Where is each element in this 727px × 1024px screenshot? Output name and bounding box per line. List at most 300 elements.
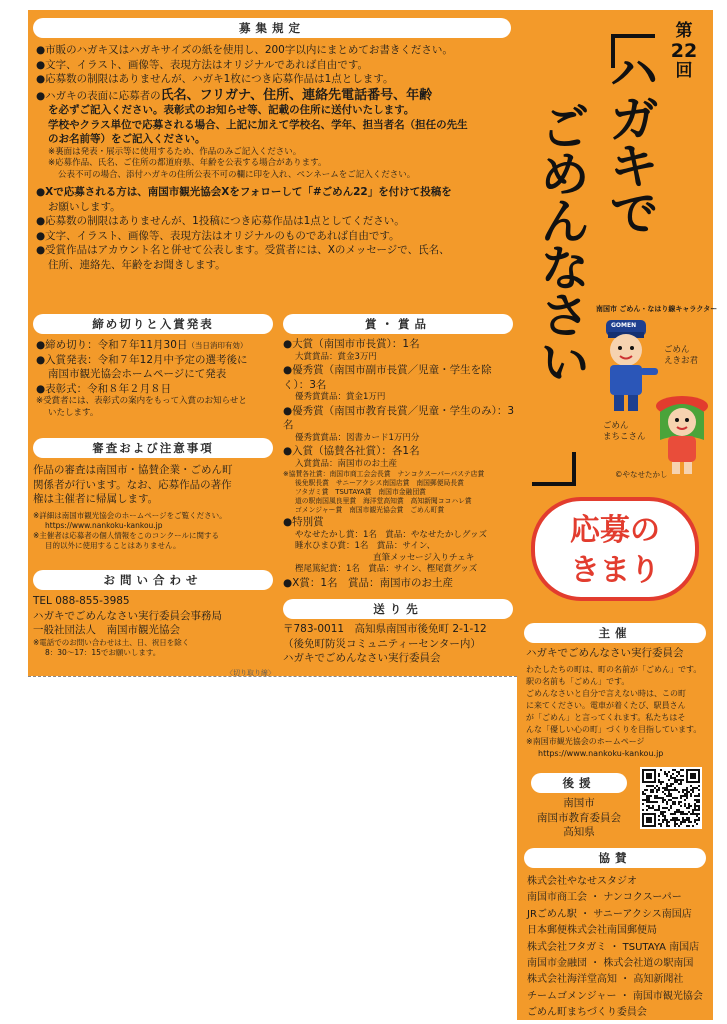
chara2-name-2: まちこさん bbox=[603, 432, 646, 442]
shusai-desc-1: わたしたちの町は、町の名前が「ごめん」です。 bbox=[526, 664, 702, 674]
qr-module bbox=[658, 775, 660, 777]
sho-line: ●大賞（南国市市長賞）：1名 bbox=[283, 338, 420, 350]
shinsa-2: 関係者が行います。なお、応募作品の著作 bbox=[33, 478, 232, 491]
qr-module bbox=[676, 771, 678, 773]
qr-module bbox=[642, 799, 644, 801]
qr-module bbox=[696, 819, 698, 821]
boshu-school-2: のお名前等）をご記入ください。 bbox=[48, 133, 206, 145]
qr-module bbox=[676, 817, 678, 819]
okurisaki-heading: 送り先 bbox=[283, 599, 513, 619]
qr-module bbox=[674, 769, 676, 771]
qr-module bbox=[662, 797, 664, 799]
qr-module bbox=[692, 811, 694, 813]
cut-line-label: 〈切り取り線〉 bbox=[226, 669, 275, 677]
shinsa-url: https://www.nankoku-kankou.jp bbox=[45, 520, 163, 530]
sho-line: 樫尾篤紀賞：1名 賞品：サイン、樫尾賞グッズ bbox=[295, 564, 478, 574]
qr-module bbox=[688, 811, 690, 813]
shusai-desc-4: に来てください。電車が着くたび、駅員さん bbox=[526, 700, 686, 710]
qr-module bbox=[660, 783, 662, 785]
qr-module bbox=[684, 793, 686, 795]
shinsa-body bbox=[33, 463, 275, 551]
qr-module bbox=[648, 785, 650, 787]
qr-module bbox=[678, 803, 680, 805]
qr-module bbox=[674, 779, 676, 781]
qr-module bbox=[670, 783, 672, 785]
qr-module bbox=[674, 787, 676, 789]
qr-module bbox=[658, 815, 660, 817]
qr-module bbox=[648, 807, 650, 809]
qr-module bbox=[674, 821, 676, 823]
rules-title-2: きまり bbox=[570, 553, 660, 588]
qr-module bbox=[672, 783, 674, 785]
qr-module bbox=[646, 773, 652, 779]
qr-module bbox=[642, 791, 644, 793]
qr-module bbox=[664, 811, 666, 813]
qr-module bbox=[662, 811, 664, 813]
toiawase-org-1: ハガキでごめんなさい実行委員会事務局 bbox=[33, 609, 222, 622]
qr-module bbox=[664, 799, 666, 801]
qr-module bbox=[666, 819, 668, 821]
title-char: で bbox=[609, 186, 658, 242]
toiawase-tel: TEL 088-855-3985 bbox=[33, 595, 130, 607]
qr-module bbox=[680, 821, 682, 823]
qr-module bbox=[658, 809, 660, 811]
qr-module bbox=[662, 807, 664, 809]
shusai-body bbox=[526, 646, 710, 760]
qr-module bbox=[664, 771, 666, 773]
qr-module bbox=[670, 807, 672, 809]
qr-module bbox=[666, 821, 668, 823]
qr-module bbox=[664, 789, 666, 791]
qr-module bbox=[682, 789, 684, 791]
qr-module bbox=[692, 789, 694, 791]
qr-module bbox=[674, 817, 676, 819]
qr-module bbox=[688, 803, 690, 805]
qr-module bbox=[682, 791, 684, 793]
boshu-x-2: お願いします。 bbox=[48, 200, 121, 213]
cap-badge: GOMEN bbox=[611, 322, 637, 329]
boshu-item-4-emph: 氏名、フリガナ、住所、連絡先電話番号、年齢 bbox=[160, 87, 433, 103]
qr-module bbox=[684, 795, 686, 797]
qr-module bbox=[658, 779, 660, 781]
qr-module bbox=[660, 813, 662, 815]
qr-module bbox=[662, 801, 664, 803]
koen-body bbox=[524, 796, 634, 840]
qr-module bbox=[654, 809, 656, 811]
qr-module bbox=[694, 799, 696, 801]
boshu-x-6: 住所、連絡先、年齢をお聞きします。 bbox=[48, 258, 226, 271]
qr-module bbox=[682, 779, 684, 781]
qr-module bbox=[682, 795, 684, 797]
qr-module bbox=[658, 787, 660, 789]
qr-module bbox=[680, 801, 682, 803]
okurisaki-address: 〒783-0011 高知県南国市後免町 2-1-12 bbox=[283, 623, 487, 635]
sho-line: ●入賞（協賛各社賞）：各1名 bbox=[283, 445, 420, 457]
qr-module bbox=[690, 789, 692, 791]
qr-module bbox=[680, 823, 682, 825]
qr-module bbox=[642, 809, 644, 811]
qr-module bbox=[680, 769, 682, 771]
sho-line: ※協賛各社賞：南国市商工会会長賞 ナンコクスーパーパステ店賞 bbox=[283, 470, 485, 478]
qr-module bbox=[656, 791, 658, 793]
qr-module bbox=[694, 795, 696, 797]
kyosan-heading: 協賛 bbox=[524, 848, 706, 868]
boshu-note-2: ※応募作品、氏名、ご住所の都道府県、年齢を公表する場合があります。 bbox=[48, 158, 327, 168]
qr-module bbox=[686, 795, 688, 797]
qr-module bbox=[694, 809, 696, 811]
qr-module bbox=[682, 813, 684, 815]
qr-module bbox=[668, 789, 670, 791]
issue-dai: 第 bbox=[675, 21, 693, 41]
boshu-heading: 募集規定 bbox=[33, 18, 511, 38]
sho-line: ゴメンジャー賞 南国市観光協会賞 ごめん町賞 bbox=[295, 506, 445, 514]
qr-module bbox=[674, 797, 676, 799]
qr-module bbox=[694, 821, 696, 823]
qr-module bbox=[678, 819, 680, 821]
qr-module bbox=[698, 807, 700, 809]
qr-module bbox=[678, 801, 680, 803]
qr-module bbox=[646, 785, 648, 787]
qr-module bbox=[670, 785, 672, 787]
qr-module bbox=[680, 795, 682, 797]
ceremony: ●表彰式：令和８年２月８日 bbox=[36, 382, 172, 395]
qr-module bbox=[686, 797, 688, 799]
title-char: い bbox=[540, 335, 589, 391]
qr-module bbox=[666, 823, 668, 825]
qr-module bbox=[692, 787, 694, 789]
qr-module bbox=[690, 795, 692, 797]
qr-module bbox=[696, 787, 698, 789]
qr-module bbox=[662, 821, 664, 823]
sho-line: 優秀賞賞品：図書カード1万円分 bbox=[295, 432, 420, 443]
qr-module bbox=[646, 817, 652, 823]
qr-module bbox=[666, 825, 668, 827]
qr-module bbox=[698, 805, 700, 807]
qr-module bbox=[672, 813, 674, 815]
qr-module bbox=[652, 785, 654, 787]
qr-module bbox=[680, 813, 682, 815]
qr-module bbox=[646, 809, 648, 811]
qr-module bbox=[652, 791, 654, 793]
qr-module bbox=[686, 817, 688, 819]
qr-module bbox=[688, 825, 690, 827]
qr-module bbox=[692, 813, 694, 815]
qr-module bbox=[660, 769, 662, 771]
qr-module bbox=[678, 811, 680, 813]
qr-module bbox=[668, 793, 670, 795]
shinsa-heading: 審査および注意事項 bbox=[33, 438, 273, 458]
qr-module bbox=[676, 789, 678, 791]
qr-module bbox=[658, 773, 660, 775]
qr-module bbox=[672, 789, 674, 791]
qr-module bbox=[658, 807, 660, 809]
qr-module bbox=[666, 807, 668, 809]
announce-2: 南国市観光協会ホームページにて発表 bbox=[48, 368, 227, 380]
qr-module bbox=[666, 785, 668, 787]
qr-module bbox=[682, 821, 684, 823]
sho-line: 優秀賞賞品：賞金1万円 bbox=[295, 392, 386, 402]
qr-module bbox=[656, 785, 658, 787]
qr-module bbox=[694, 807, 696, 809]
qr-module bbox=[674, 823, 676, 825]
qr-module bbox=[694, 819, 696, 821]
koen-heading: 後援 bbox=[531, 773, 627, 793]
qr-module bbox=[684, 805, 686, 807]
qr-module bbox=[654, 795, 656, 797]
machiko-san-illustration bbox=[650, 392, 714, 478]
qr-module bbox=[664, 793, 666, 795]
qr-module bbox=[676, 823, 678, 825]
shusai-desc-5: が「ごめん」と言ってくれます。私たちはそ bbox=[526, 712, 686, 722]
qr-module bbox=[698, 809, 700, 811]
qr-module bbox=[674, 813, 676, 815]
qr-module bbox=[676, 781, 678, 783]
qr-module bbox=[672, 803, 674, 805]
sponsor-item: チームゴメンジャー ・ 南国市観光協会 bbox=[527, 990, 703, 1002]
qr-module bbox=[688, 821, 690, 823]
qr-module bbox=[664, 773, 666, 775]
qr-module bbox=[678, 791, 680, 793]
qr-module bbox=[696, 799, 698, 801]
boshu-item-3: ●応募数の制限はありませんが、ハガキ1枚につき応募作品は1点とします。 bbox=[36, 73, 394, 85]
qr-module bbox=[686, 819, 688, 821]
qr-module bbox=[670, 795, 672, 797]
qr-module bbox=[668, 791, 670, 793]
qr-module bbox=[696, 795, 698, 797]
chara1-name-2: えきお君 bbox=[664, 356, 699, 366]
qr-module bbox=[650, 795, 652, 797]
qr-module bbox=[682, 775, 684, 777]
qr-module bbox=[698, 785, 700, 787]
boshu-item-4-pre: ●ハガキの表面に応募者の bbox=[36, 89, 161, 102]
qr-module bbox=[698, 801, 700, 803]
qr-module bbox=[680, 805, 682, 807]
qr-module bbox=[648, 797, 650, 799]
toiawase-note-1: ※電話でのお問い合わせは土、日、祝日を除く bbox=[33, 637, 190, 647]
qr-module bbox=[660, 825, 662, 827]
okurisaki-body bbox=[283, 622, 515, 666]
qr-module bbox=[698, 819, 700, 821]
qr-module bbox=[674, 777, 676, 779]
qr-module bbox=[672, 801, 674, 803]
qr-module bbox=[680, 779, 682, 781]
qr-module bbox=[684, 819, 686, 821]
title-char: キ bbox=[609, 139, 658, 195]
qr-module bbox=[692, 791, 694, 793]
sho-heading: 賞・賞品 bbox=[283, 314, 513, 334]
qr-module bbox=[668, 799, 670, 801]
qr-module bbox=[672, 769, 674, 771]
qr-module bbox=[696, 815, 698, 817]
qr-module bbox=[684, 813, 686, 815]
qr-module bbox=[650, 801, 652, 803]
qr-module bbox=[678, 773, 680, 775]
chara1-name bbox=[664, 345, 698, 367]
sho-line: ●特別賞 bbox=[283, 516, 324, 528]
sho-line: フタガミ賞 TSUTAYA賞 南国市金融団賞 bbox=[295, 488, 426, 496]
title-column-1 bbox=[604, 45, 664, 242]
toiawase-note-2: 8：30〜17：15でお願いします。 bbox=[45, 647, 161, 657]
deadline-note: （当日消印有効） bbox=[187, 341, 248, 350]
qr-module bbox=[642, 793, 644, 795]
issue-number bbox=[662, 22, 706, 81]
qr-module bbox=[674, 811, 676, 813]
qr-module bbox=[680, 781, 682, 783]
qr-module bbox=[666, 803, 668, 805]
qr-module bbox=[646, 797, 648, 799]
shimekiri-heading: 締め切りと入賞発表 bbox=[33, 314, 273, 334]
toiawase-org-2: 一般社団法人 南国市観光協会 bbox=[33, 624, 180, 636]
sponsor-item: 株式会社やなせスタジオ bbox=[527, 876, 637, 887]
qr-module bbox=[662, 781, 664, 783]
qr-module bbox=[668, 779, 670, 781]
title-char: ん bbox=[540, 194, 589, 250]
shimekiri-note-1: ※受賞者には、表彰式の案内をもって入賞のお知らせと bbox=[36, 396, 247, 406]
boshu-x-1: ●Xで応募される方は、南国市観光協会Xをフォローして「#ごめん22」を付けて投稿を bbox=[36, 186, 452, 198]
qr-module bbox=[648, 799, 650, 801]
title-char: め bbox=[540, 147, 589, 203]
shimekiri-body bbox=[36, 338, 276, 419]
qr-module bbox=[694, 787, 696, 789]
qr-module bbox=[656, 801, 658, 803]
qr-module bbox=[698, 793, 700, 795]
qr-module bbox=[674, 803, 676, 805]
qr-module bbox=[686, 813, 688, 815]
qr-module bbox=[674, 789, 676, 791]
sponsor-item: 日本郵便株式会社南国郵便局 bbox=[527, 925, 657, 937]
sho-line: 大賞賞品：賞金3万円 bbox=[295, 351, 377, 362]
qr-module bbox=[676, 819, 678, 821]
koen-item-2: 南国市教育委員会 bbox=[537, 811, 621, 824]
boshu-item-2: ●文字、イラスト、画像等、表現方法はオリジナルであれば自由です。 bbox=[36, 58, 369, 71]
sho-line: ●優秀賞（南国市副市長賞／児童・学生を除く）：3名 bbox=[283, 364, 492, 391]
sponsor-item: 株式会社海洋堂高知 ・ 高知新聞社 bbox=[527, 974, 684, 986]
qr-module bbox=[672, 817, 674, 819]
title-char: ご bbox=[540, 100, 589, 156]
qr-module bbox=[670, 813, 672, 815]
qr-module bbox=[658, 797, 660, 799]
boshu-body bbox=[36, 43, 514, 272]
qr-module bbox=[678, 825, 680, 827]
qr-module bbox=[690, 805, 692, 807]
qr-module bbox=[674, 781, 676, 783]
qr-module bbox=[688, 805, 690, 807]
sponsor-item: 南国市商工会 ・ ナンコクスーパー bbox=[527, 892, 682, 904]
qr-module bbox=[690, 813, 692, 815]
qr-module bbox=[674, 825, 676, 827]
qr-module bbox=[678, 783, 680, 785]
qr-module bbox=[662, 791, 664, 793]
boshu-x-3: ●応募数の制限はありませんが、1投稿につき応募作品は1点としてください。 bbox=[36, 215, 405, 227]
boshu-note-3: 公表不可の場合、添付ハガキの住所公表不可の欄に印を入れ、ペンネームをご記入ください。 bbox=[58, 169, 416, 180]
qr-module bbox=[676, 797, 678, 799]
qr-module bbox=[666, 789, 668, 791]
shimekiri-note-2: いたします。 bbox=[48, 407, 99, 418]
qr-module bbox=[680, 811, 682, 813]
shusai-desc-2: 駅の名前も「ごめん」です。 bbox=[526, 676, 630, 686]
qr-module bbox=[656, 809, 658, 811]
chara2-name-1: ごめん bbox=[603, 421, 629, 431]
qr-module bbox=[656, 797, 658, 799]
title-char: ガ bbox=[609, 92, 658, 148]
qr-module bbox=[680, 783, 682, 785]
qr-module bbox=[680, 775, 682, 777]
qr-module bbox=[650, 785, 652, 787]
qr-module bbox=[686, 787, 688, 789]
qr-module bbox=[670, 819, 672, 821]
shinsa-3: 権は主催者に帰属します。 bbox=[33, 493, 159, 505]
qr-module bbox=[650, 791, 652, 793]
okurisaki-name: ハガキでごめんなさい実行委員会 bbox=[283, 652, 441, 664]
qr-module bbox=[670, 789, 672, 791]
shusai-heading: 主催 bbox=[524, 623, 706, 643]
qr-module bbox=[664, 819, 666, 821]
qr-module bbox=[674, 819, 676, 821]
shusai-url: https://www.nankoku-kankou.jp bbox=[538, 748, 664, 758]
qr-module bbox=[680, 797, 682, 799]
boshu-school-1: 学校やクラス単位で応募される場合、上記に加えて学校名、学年、担当者名（担任の先生 bbox=[48, 118, 468, 131]
qr-module bbox=[660, 797, 662, 799]
qr-module bbox=[698, 799, 700, 801]
qr-module bbox=[662, 815, 664, 817]
qr-module bbox=[670, 805, 672, 807]
qr-module bbox=[696, 813, 698, 815]
qr-code[interactable] bbox=[640, 767, 702, 829]
boshu-x-5: ●受賞作品はアカウント名と併せて公表します。受賞者には、Xのメッセージで、氏名、 bbox=[36, 244, 450, 256]
qr-module bbox=[690, 785, 692, 787]
qr-module bbox=[678, 809, 680, 811]
sho-line: やなせたかし賞：1名 賞品：やなせたかしグッズ bbox=[295, 529, 487, 540]
qr-module bbox=[686, 789, 688, 791]
toiawase-body bbox=[33, 594, 275, 658]
deadline: ●締め切り：令和７年11月30日 bbox=[36, 339, 188, 351]
qr-module bbox=[652, 805, 654, 807]
koen-item-1: 南国市 bbox=[563, 797, 595, 809]
qr-module bbox=[654, 787, 656, 789]
chara1-name-1: ごめん bbox=[664, 345, 690, 355]
qr-module bbox=[686, 793, 688, 795]
sho-line: ●優秀賞（南国市教育長賞／児童・学生のみ）：3名 bbox=[283, 404, 515, 431]
qr-module bbox=[682, 811, 684, 813]
boshu-item-1: ●市販のハガキ又はハガキサイズの紙を使用し、200字以内にまとめてお書きください。 bbox=[36, 44, 453, 56]
qr-module bbox=[690, 793, 692, 795]
qr-module bbox=[664, 817, 666, 819]
qr-module bbox=[686, 825, 688, 827]
qr-module bbox=[670, 799, 672, 801]
qr-module bbox=[698, 817, 700, 819]
shinsa-note-3: ※主催者は応募者の個人情報をこのコンクールに関する bbox=[33, 530, 219, 540]
rules-badge bbox=[531, 497, 699, 601]
qr-module bbox=[642, 803, 644, 805]
sponsor-item: 株式会社フタガミ ・ TSUTAYA 南国店 bbox=[527, 941, 700, 953]
qr-module bbox=[676, 775, 678, 777]
qr-module bbox=[648, 795, 650, 797]
toiawase-heading: お問い合わせ bbox=[33, 570, 273, 590]
qr-module bbox=[676, 779, 678, 781]
title-char: さ bbox=[540, 288, 589, 344]
qr-module bbox=[694, 805, 696, 807]
shinsa-note-1: ※詳細は南国市観光協会のホームページをご覧ください。 bbox=[33, 510, 227, 520]
qr-module bbox=[652, 807, 654, 809]
qr-module bbox=[698, 789, 700, 791]
qr-module bbox=[672, 797, 674, 799]
qr-module bbox=[646, 799, 648, 801]
qr-module bbox=[664, 787, 666, 789]
shinsa-1: 作品の審査は南国市・協賛企業・ごめん町 bbox=[33, 464, 233, 476]
qr-module bbox=[666, 795, 668, 797]
qr-module bbox=[684, 821, 686, 823]
qr-module bbox=[648, 805, 650, 807]
